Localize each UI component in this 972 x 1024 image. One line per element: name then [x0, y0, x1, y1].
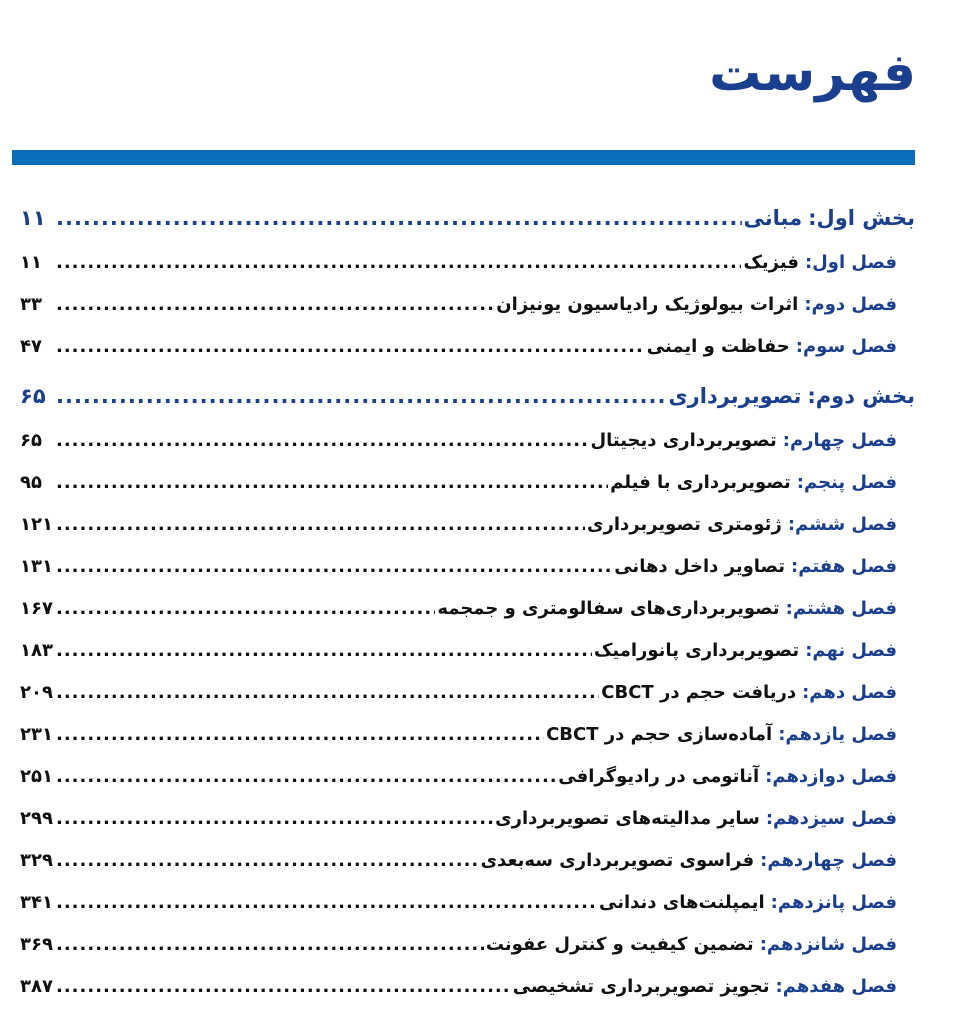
- toc-entry-title: تصویربرداری با فیلم: [610, 472, 791, 493]
- toc-page-number: ۳۶۹: [20, 934, 53, 955]
- toc-entry-title: تصویربرداری‌های سفالومتری و جمجمه: [437, 598, 780, 619]
- toc-page-number: ۴۷: [20, 336, 42, 357]
- toc-entry-label: فصل دوم:: [804, 294, 897, 315]
- toc-entry-label: فصل سیزدهم:: [765, 808, 897, 829]
- toc-chapter-row[interactable]: [20, 850, 915, 892]
- dot-leader: [56, 808, 493, 829]
- toc-entry-title: حفاظت و ایمنی: [646, 336, 790, 357]
- dot-leader: [56, 384, 666, 408]
- dot-leader: [56, 252, 741, 273]
- toc-entry-title: تصاویر داخل دهانی: [614, 556, 786, 577]
- toc-page-number: ۲۳۱: [20, 724, 53, 745]
- dot-leader: [56, 976, 511, 997]
- toc-entry-label: فصل چهاردهم:: [760, 850, 897, 871]
- toc-entry-label: فصل هفتم:: [791, 556, 897, 577]
- toc-page-number: ۲۰۹: [20, 682, 53, 703]
- toc-chapter-row[interactable]: [20, 514, 915, 556]
- toc-page-number: ۳۴۱: [20, 892, 53, 913]
- toc-chapter-row[interactable]: [20, 294, 915, 336]
- dot-leader: [56, 206, 742, 230]
- toc-entry-title: سایر مدالیته‌های تصویربرداری: [495, 808, 760, 829]
- toc-entry-title: فیزیک: [743, 252, 799, 273]
- toc-page-number: ۱۲۱: [20, 514, 53, 535]
- toc-chapter-row[interactable]: [20, 252, 915, 294]
- toc-entry-label: فصل دوازدهم:: [765, 766, 897, 787]
- toc-entry-title: ایمپلنت‌های دندانی: [598, 892, 765, 913]
- toc-entry-label: فصل شانزدهم:: [759, 934, 897, 955]
- dot-leader: [56, 682, 599, 703]
- dot-leader: [56, 598, 435, 619]
- toc-entry-title: آناتومی در رادیوگرافی: [558, 766, 760, 787]
- toc-entry-label: بخش دوم:: [807, 384, 915, 408]
- toc-entry-title: تصویربرداری: [668, 384, 802, 408]
- toc-entry-title: تجویز تصویربرداری تشخیصی: [512, 976, 770, 997]
- toc-entry-title: تضمین کیفیت و کنترل عفونت: [485, 934, 754, 955]
- dot-leader: [56, 294, 494, 315]
- dot-leader: [56, 766, 556, 787]
- dot-leader: [56, 724, 544, 745]
- toc-page-number: ۹۵: [20, 472, 42, 493]
- toc-page-number: ۱۳۱: [20, 556, 53, 577]
- toc-entry-label: فصل چهارم:: [782, 430, 897, 451]
- toc-chapter-row[interactable]: [20, 724, 915, 766]
- toc-chapter-row[interactable]: [20, 976, 915, 1018]
- dot-leader: [56, 934, 484, 955]
- toc-entry-title: دریافت حجم در CBCT: [601, 682, 797, 703]
- toc-chapter-row[interactable]: [20, 598, 915, 640]
- dot-leader: [56, 850, 479, 871]
- toc-entry-title: مبانی: [743, 206, 803, 230]
- dot-leader: [56, 514, 585, 535]
- toc-page-number: ۶۵: [20, 430, 42, 451]
- toc-entry-label: فصل دهم:: [802, 682, 897, 703]
- toc-chapter-row[interactable]: [20, 640, 915, 682]
- toc-page-number: ۱۶۷: [20, 598, 53, 619]
- toc-entry-label: فصل نهم:: [805, 640, 897, 661]
- toc-entry-title: اثرات بیولوژیک رادیاسیون یونیزان: [496, 294, 799, 315]
- toc-chapter-row[interactable]: [20, 934, 915, 976]
- dot-leader: [56, 892, 597, 913]
- toc-page-number: ۳۳: [20, 294, 42, 315]
- toc-page-number: ۱۱: [20, 252, 42, 273]
- toc-page-number: ۳۸۷: [20, 976, 53, 997]
- toc-chapter-row[interactable]: [20, 430, 915, 472]
- toc-entry-label: فصل سوم:: [795, 336, 897, 357]
- toc-chapter-row[interactable]: [20, 682, 915, 724]
- toc-page-number: ۱۸۳: [20, 640, 53, 661]
- toc-entry-label: فصل یازدهم:: [778, 724, 897, 745]
- toc-page-number: ۲۵۱: [20, 766, 53, 787]
- toc-chapter-row[interactable]: [20, 808, 915, 850]
- page-title: فهرست: [709, 43, 916, 103]
- toc-entry-label: بخش اول:: [808, 206, 915, 230]
- toc-chapter-row[interactable]: [20, 556, 915, 598]
- title-divider-bar: [12, 150, 915, 165]
- toc-entry-label: فصل هفدهم:: [775, 976, 897, 997]
- toc-part-row[interactable]: [20, 384, 915, 430]
- toc-chapter-row[interactable]: [20, 892, 915, 934]
- toc-entry-title: آماده‌سازی حجم در CBCT: [546, 724, 773, 745]
- toc-entry-label: فصل اول:: [804, 252, 897, 273]
- toc-page-number: ۱۱: [20, 206, 46, 230]
- dot-leader: [56, 472, 608, 493]
- toc-entry-title: فراسوی تصویربرداری سه‌بعدی: [480, 850, 755, 871]
- toc-page-number: ۲۹۹: [20, 808, 53, 829]
- toc-entry-label: فصل ششم:: [787, 514, 897, 535]
- dot-leader: [56, 640, 592, 661]
- toc-entry-label: فصل هشتم:: [785, 598, 897, 619]
- dot-leader: [56, 556, 612, 577]
- dot-leader: [56, 430, 588, 451]
- toc-entry-title: تصویربرداری پانورامیک: [593, 640, 800, 661]
- toc-page-number: ۶۵: [20, 384, 46, 408]
- toc-chapter-row[interactable]: [20, 472, 915, 514]
- toc-part-row[interactable]: [20, 206, 915, 252]
- toc-chapter-row[interactable]: [20, 336, 915, 378]
- dot-leader: [56, 336, 645, 357]
- toc-entry-label: فصل پانزدهم:: [770, 892, 897, 913]
- toc-entry-title: تصویربرداری دیجیتال: [590, 430, 777, 451]
- toc-page-number: ۳۲۹: [20, 850, 53, 871]
- toc-chapter-row[interactable]: [20, 766, 915, 808]
- toc-entry-label: فصل پنجم:: [796, 472, 897, 493]
- toc-entry-title: ژئومتری تصویربرداری: [586, 514, 782, 535]
- table-of-contents: [20, 206, 915, 1018]
